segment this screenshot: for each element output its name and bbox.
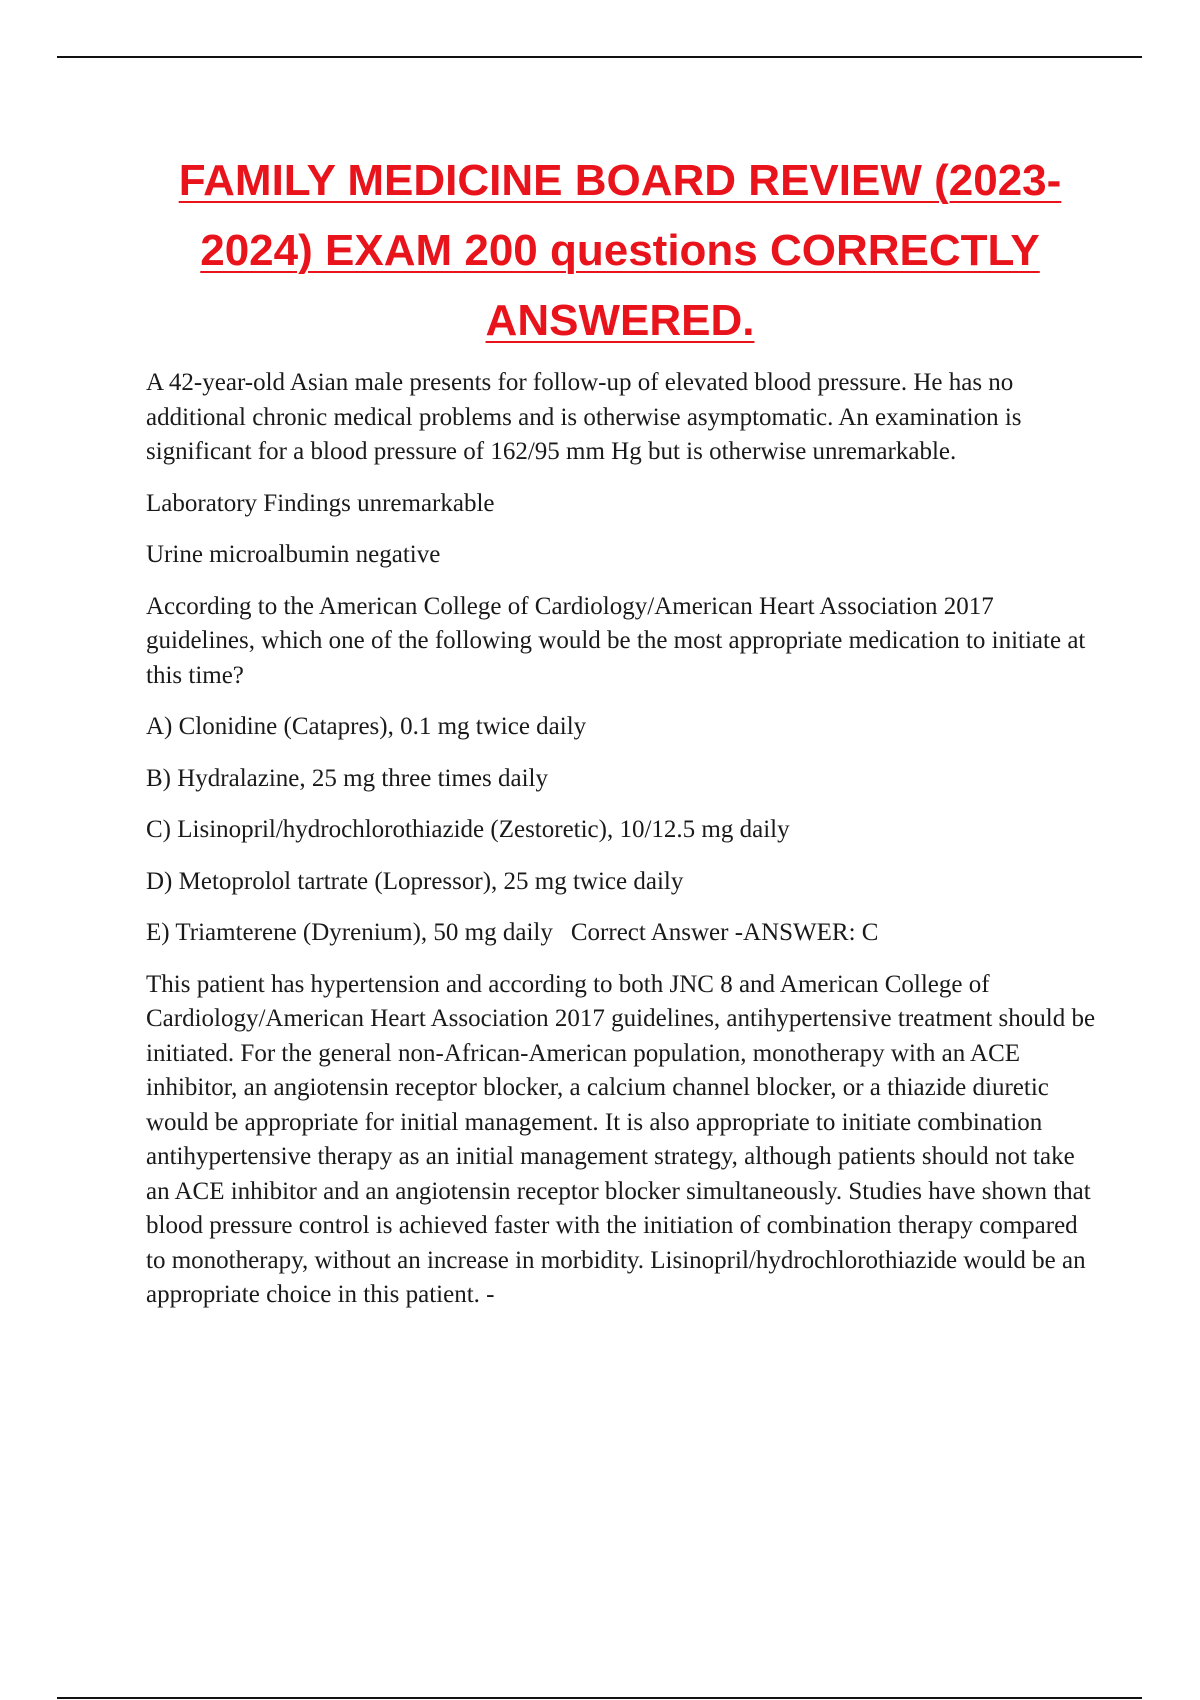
option-e-row xyxy=(146,916,1091,951)
option-c: C) Lisinopril/hydrochlorothiazide (Zestoretic), 10/12.5 mg daily xyxy=(146,816,790,843)
header-rule xyxy=(57,56,1142,58)
footer-rule xyxy=(57,1697,1142,1699)
document-title xyxy=(140,146,1100,356)
lab-findings: Laboratory Findings unremarkable xyxy=(146,489,495,517)
correct-answer: Correct Answer -ANSWER: C xyxy=(570,919,879,946)
option-e: E) Triamterene (Dyrenium), 50 mg daily xyxy=(146,919,553,946)
answer-explanation: This patient has hypertension and according to both JNC 8 and American College of Cardiology/American Heart Association 2017 guidelines, antihypertensive treatment should be initiated. For the general non-African-American population, monotherapy with an ACE inhibitor, an angiotensin receptor blocker, a calcium channel blocker, or a thiazide diuretic would be appropriate for initial management. It is also appropriate to initiate combination antihypertensive therapy as an initial management strategy, although patients should not take an ACE inhibitor and an angiotensin receptor blocker simultaneously. Studies have shown that blood pressure control is achieved faster with the initiation of combination therapy compared to monotherapy, without an increase in morbidity. Lisinopril/hydrochlorothiazide would be an appropriate choice in this patient. - xyxy=(146,970,1096,1308)
question-stem: A 42-year-old Asian male presents for follow-up of elevated blood pressure. He has no additional chronic medical problems and is otherwise asymptomatic. An examination is significant for a blood pressure of 162/95 mm Hg but is otherwise unremarkable. xyxy=(146,369,1022,465)
urine-finding: Urine microalbumin negative xyxy=(146,541,441,568)
question-block xyxy=(146,366,1096,1330)
document-title-text: FAMILY MEDICINE BOARD REVIEW (2023-2024) EXAM 200 questions CORRECTLY ANSWERED. xyxy=(178,156,1062,345)
option-a: A) Clonidine (Catapres), 0.1 mg twice daily xyxy=(146,713,587,740)
question-prompt: According to the American College of Cardiology/American Heart Association 2017 guidelines, which one of the following would be the most appropriate medication to initiate at this time? xyxy=(146,592,1086,689)
option-b: B) Hydralazine, 25 mg three times daily xyxy=(146,764,548,792)
option-d: D) Metoprolol tartrate (Lopressor), 25 mg twice daily xyxy=(146,867,684,895)
